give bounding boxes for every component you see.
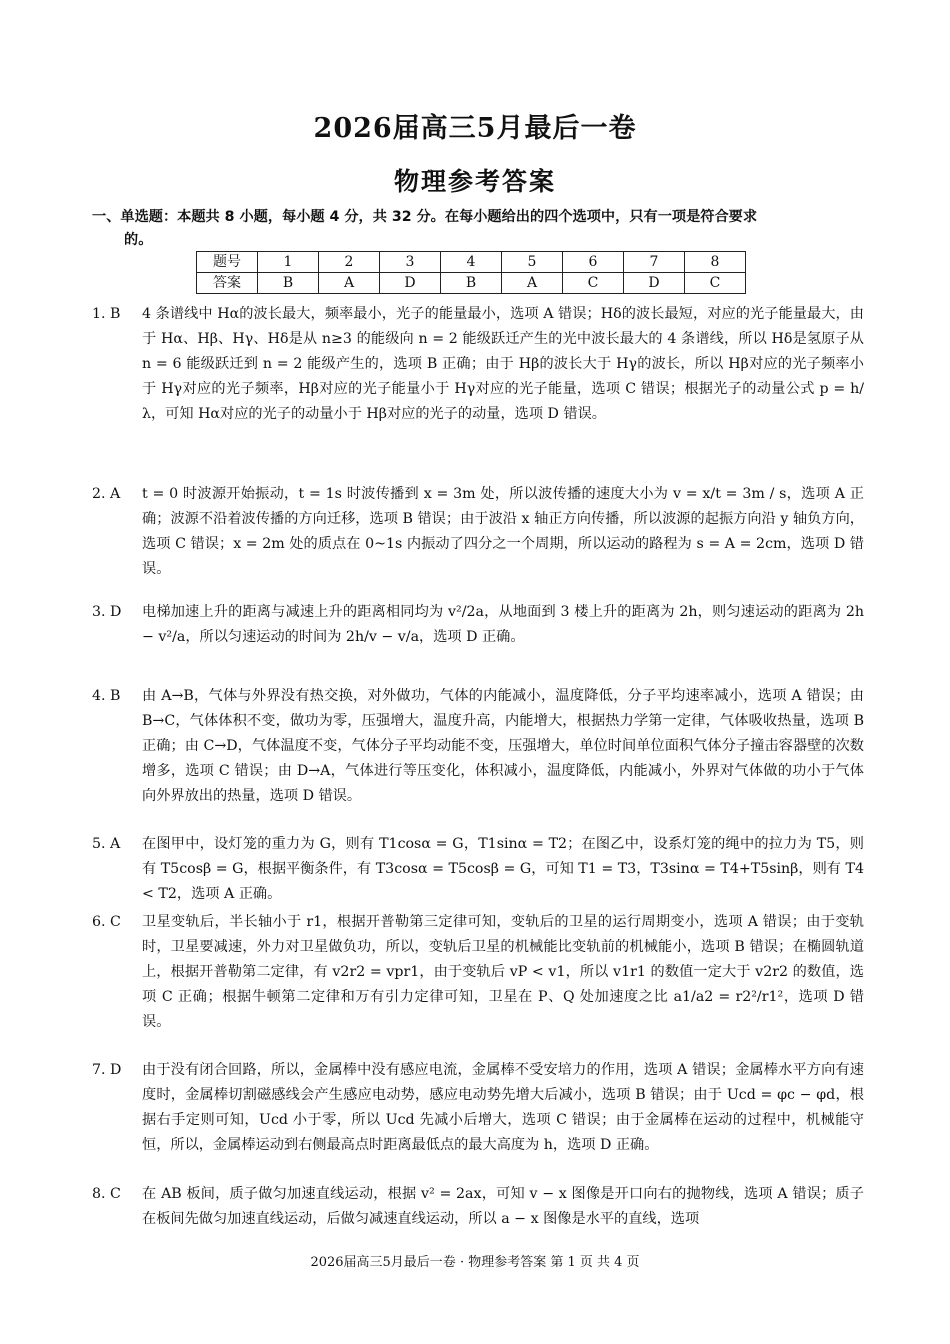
page-subtitle: 物理参考答案 <box>393 167 556 196</box>
table-cell: 5 <box>502 252 563 273</box>
question-text: 4 条谱线中 Hα的波长最大，频率最小，光子的能量最小，选项 A 错误；Hδ的波长最短，对应的光子能量最大，由于 Hα、Hβ、Hγ、Hδ是从 n≥3 的能级向 n = 2 能级跃迁产生的光中波长最大的 4 条谱线，所以 Hδ是氢原子从 n = 6 能级跃迁到 n = 2 能级产生的，选项 B 正确；由于 Hβ的波长大于 Hγ的波长，所以 Hβ对应的光子频率小于 Hγ对应的光子频率，Hβ对应的光子能量小于 Hγ对应的光子能量，选项 C 错误；根据光子的动量公式 p = h/λ，可知 Hα对应的光子的动量小于 Hβ对应的光子的动量，选项 D 错误。 <box>142 306 864 422</box>
question-6-explanation <box>92 910 864 1035</box>
question-number: 6. C <box>92 914 121 930</box>
question-number: 1. B <box>92 306 121 322</box>
table-cell: A <box>319 273 380 294</box>
table-cell: D <box>380 273 441 294</box>
question-text: 由 A→B，气体与外界没有热交换，对外做功，气体的内能减小，温度降低，分子平均速率减小，选项 A 错误；由 B→C，气体体积不变，做功为零，压强增大，温度升高，内能增大，根据热力学第一定律，气体吸收热量，选项 B 正确；由 C→D，气体温度不变，气体分子平均动能不变，压强增大，单位时间单位面积气体分子撞击容器壁的次数增多，选项 C 错误；由 D→A，气体进行等压变化，体积减小，温度降低，内能减小，外界对气体做的功小于气体向外界放出的热量，选项 D 错误。 <box>142 688 864 804</box>
question-5-explanation <box>92 832 864 907</box>
table-cell: D <box>624 273 685 294</box>
table-cell: 3 <box>380 252 441 273</box>
table-cell: 8 <box>685 252 746 273</box>
page-footer: 2026届高三5月最后一卷 · 物理参考答案 第 1 页 共 4 页 <box>310 1255 640 1270</box>
question-text: 由于没有闭合回路，所以，金属棒中没有感应电流，金属棒不受安培力的作用，选项 A 错误；金属棒水平方向有速度时，金属棒切割磁感线会产生感应电动势，感应电动势先增大后减小，选项 B 错误；由于 Ucd = φc − φd，根据右手定则可知，Ucd 小于零，所以 Ucd 先减小后增大，选项 C 错误；由于金属棒在运动的过程中，机械能守恒，所以，金属棒运动到右侧最高点时距离最低点的最大高度为 h，选项 D 正确。 <box>142 1062 864 1153</box>
section-heading-line1: 一、单选题：本题共 8 小题，每小题 4 分，共 32 分。在每小题给出的四个选项中，只有一项是符合要求 <box>92 209 758 225</box>
table-cell: 1 <box>258 252 319 273</box>
table-cell: A <box>502 273 563 294</box>
answer-table-row-numbers <box>197 252 746 273</box>
table-cell: C <box>685 273 746 294</box>
question-text: 电梯加速上升的距离与减速上升的距离相同均为 v²/2a，从地面到 3 楼上升的距离为 2h，则匀速运动的距离为 2h − v²/a，所以匀速运动的时间为 2h/v − v/a，选项 D 正确。 <box>142 604 864 645</box>
question-number: 5. A <box>92 836 121 852</box>
table-cell: 4 <box>441 252 502 273</box>
question-number: 3. D <box>92 604 122 620</box>
answer-table <box>196 251 746 294</box>
question-4-explanation <box>92 684 864 809</box>
table-cell: 6 <box>563 252 624 273</box>
question-number: 8. C <box>92 1186 121 1202</box>
question-text: 在 AB 板间，质子做匀加速直线运动，根据 v² = 2ax，可知 v − x 图像是开口向右的抛物线，选项 A 错误；质子在板间先做匀加速直线运动，后做匀减速直线运动，所以 a − x 图像是水平的直线，选项 <box>142 1186 864 1227</box>
table-cell: 7 <box>624 252 685 273</box>
question-text: t = 0 时波源开始振动，t = 1s 时波传播到 x = 3m 处，所以波传播的速度大小为 v = x/t = 3m / s，选项 A 正确；波源不沿着波传播的方向迁移，选项 B 错误；由于波沿 x 轴正方向传播，所以波源的起振方向沿 y 轴负方向，选项 C 错误；x = 2m 处的质点在 0~1s 内振动了四分之一个周期，所以运动的路程为 s = A = 2cm，选项 D 错误。 <box>142 486 864 577</box>
question-7-explanation <box>92 1058 864 1158</box>
section-heading-line2: 的。 <box>124 232 153 248</box>
question-3-explanation <box>92 600 864 650</box>
table-cell: B <box>441 273 502 294</box>
table-cell: B <box>258 273 319 294</box>
question-text: 卫星变轨后，半长轴小于 r1，根据开普勒第三定律可知，变轨后的卫星的运行周期变小，选项 A 错误；由于变轨时，卫星要减速，外力对卫星做负功，所以，变轨后卫星的机械能比变轨前的机械能小，选项 B 错误；在椭圆轨道上，根据开普勒第二定律，有 v2r2 = vpr1，由于变轨后 vP < v1，所以 v1r1 的数值一定大于 v2r2 的数值，选项 C 正确；根据牛顿第二定律和万有引力定律可知，卫星在 P、Q 处加速度之比 a1/a2 = r2²/r1²，选项 D 错误。 <box>142 914 864 1030</box>
question-number: 4. B <box>92 688 121 704</box>
answer-table-row-answers <box>197 273 746 294</box>
row-label: 答案 <box>197 273 258 294</box>
table-cell: C <box>563 273 624 294</box>
question-text: 在图甲中，设灯笼的重力为 G，则有 T1cosα = G，T1sinα = T2；在图乙中，设系灯笼的绳中的拉力为 T5，则有 T5cosβ = G，根据平衡条件，有 T3cosα = T5cosβ = G，可知 T1 = T3，T3sinα = T4+T5sinβ，则有 T4 < T2，选项 A 正确。 <box>142 836 864 902</box>
question-2-explanation <box>92 482 864 582</box>
question-number: 7. D <box>92 1062 122 1078</box>
table-cell: 2 <box>319 252 380 273</box>
question-number: 2. A <box>92 486 121 502</box>
page-title: 2026届高三5月最后一卷 <box>313 113 637 144</box>
section-heading <box>92 206 868 252</box>
row-label: 题号 <box>197 252 258 273</box>
question-8-explanation <box>92 1182 864 1232</box>
question-1-explanation <box>92 302 864 427</box>
